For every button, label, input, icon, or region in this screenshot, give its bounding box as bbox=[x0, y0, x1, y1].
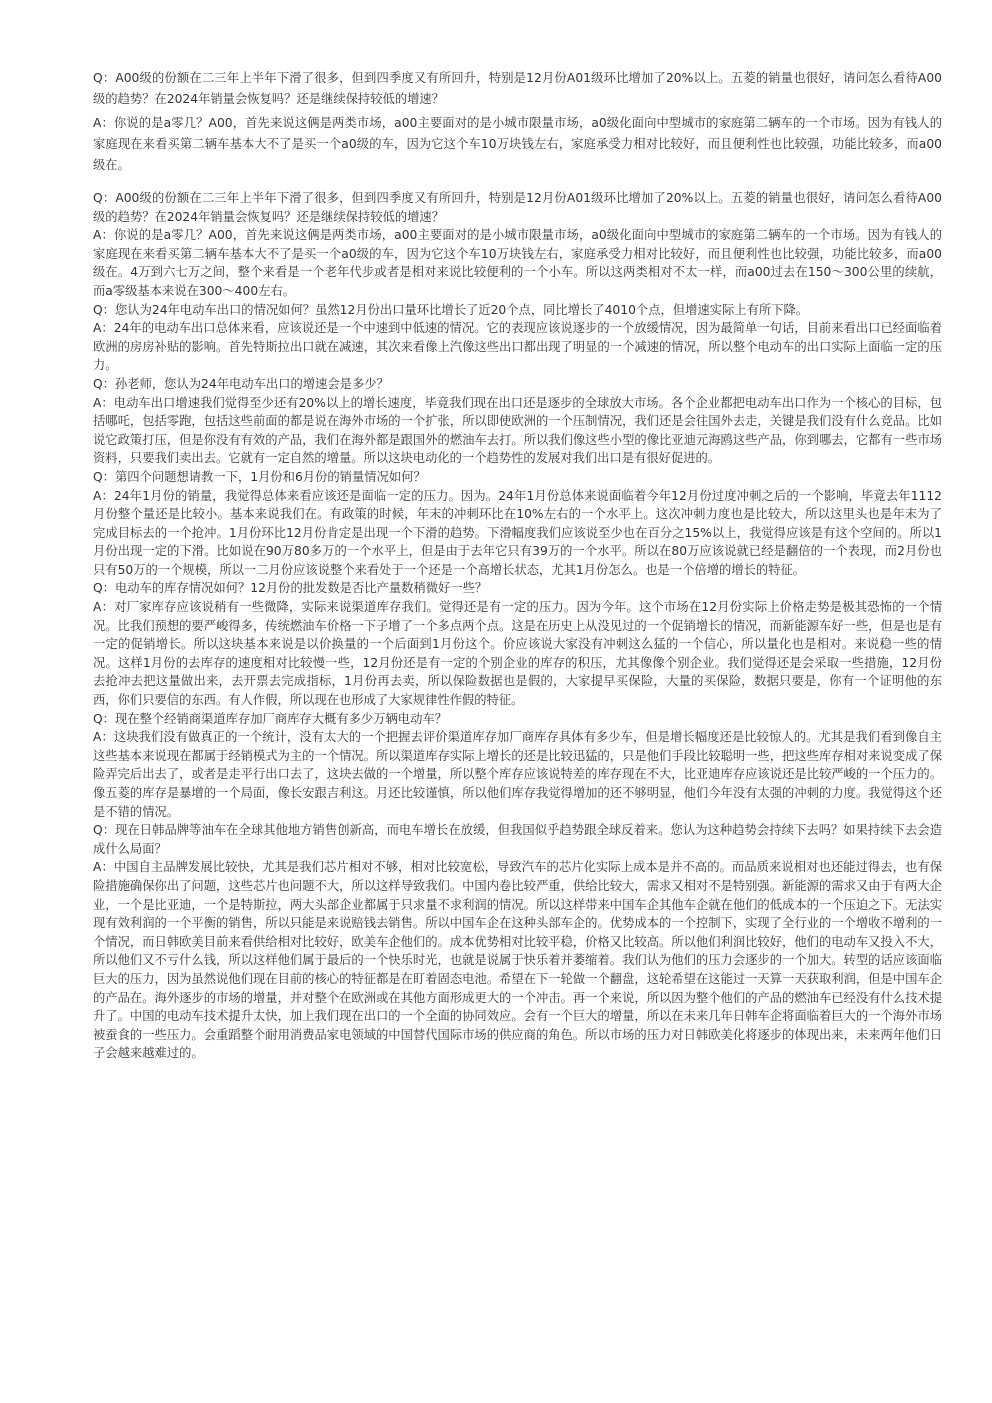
answer-paragraph: A：你说的是a零几？A00，首先来说这俩是两类市场，a00主要面对的是小城市限量市场，a0级化面向中型城市的家庭第二辆车的一个市场。因为有钱人的家庭现在来看买第二辆车基本大不了是买一个a0级的车，因为它这个车10万块钱左右，家庭承受力相对比较好，而且便利性也比较强，功能比较多，而a00级在。 bbox=[93, 116, 942, 172]
question-paragraph: Q：A00级的份额在二三年上半年下滑了很多，但到四季度又有所回升，特别是12月份A01级环比增加了20%以上。五菱的销量也很好，请问怎么看待A00级的趋势？在2024年销量会恢复吗？还是继续保持较低的增速？ bbox=[93, 71, 942, 106]
answer-paragraph: A：对厂家库存应该说稍有一些微降，实际来说渠道库存我们。觉得还是有一定的压力。因为今年。这个市场在12月份实际上价格走势是极其恐怖的一个情况。比我们预想的要严峻得多，传统燃油车价格一下子增了一个多点两个点。这是在历史上从没见过的一个促销增长的情况，而新能源车好一些，但是也是有一定的促销增长。所以这块基本来说是以价换量的一个后面到1月份这个。价应该说大家没有冲刺这么猛的一个信心，所以量化也是相对。来说稳一些的情况。这样1月份的去库存的速度相对比较慢一些，12月份还是有一定的个别企业的库存的积压，尤其像像个别企业。我们觉得还是会采取一些措施，12月份去抢冲去把这量做出来，去开票去完成指标，1月份再去卖，所以保险数据也是假的，大家提早买保险，大量的买保险，数据只要是，你有一个证明他的东西，你们只要信的东西。有人作假，所以现在也形成了大家规律性作假的特征。 bbox=[93, 600, 942, 708]
question-paragraph: Q：第四个问题想请教一下，1月份和6月份的销量情况如何？ bbox=[93, 469, 426, 484]
question-paragraph: Q：现在日韩品牌等油车在全球其他地方销售创新高，而电车增长在放缓，但我国似乎趋势跟全球反着来。您认为这种趋势会持续下去吗？如果持续下去会造成什么局面？ bbox=[93, 823, 942, 856]
answer-paragraph: A：电动车出口增速我们觉得至少还有20%以上的增长速度，毕竟我们现在出口还是逐步的全球放大市场。各个企业都把电动车出口作为一个核心的目标，包括哪吒，包括零跑，包括这些前面的都是说在海外市场的一个扩张，所以即使欧洲的一个压制情况，我们还是会往国外去走，关键是我们没有什么竞品。比如说它政策打压，但是你没有有效的产品，我们在海外都是跟国外的燃油车去打。所以我们像这些小型的像比亚迪元海鸥这些产品，你到哪去，它都有一些市场资料，只要我们卖出去。它就有一定自然的增量。所以这块电动化的一个趋势性的发展对我们出口是有很好促进的。 bbox=[93, 395, 942, 466]
question-paragraph: Q：现在整个经销商渠道库存加厂商库存大概有多少万辆电动车？ bbox=[93, 711, 447, 726]
answer-paragraph: A：中国自主品牌发展比较快，尤其是我们芯片相对不够，相对比较宽松，导致汽车的芯片化实际上成本是并不高的。而品质来说相对也还能过得去，也有保险措施确保你出了问题，这些芯片也问题不大，所以这样导致我们。中国内卷比较严重，供给比较大，需求又相对不是特别强。新能源的需求又由于有两大企业，一个是比亚迪，一个是特斯拉，两大头部企业都属于只求量不求利润的情况。所以这样带来中国车企其他车企就在他们的低成本的一个压迫之下。无法实现有效利润的一个平衡的销售，所以只能是来说赔钱去销售。所以中国车企在这种头部车企的。优势成本的一个控制下，实现了全行业的一个增收不增利的一个情况，而日韩欧美目前来看供给相对比较好，欧美车企他们的。成本优势相对比较平稳，价格又比较高。所以他们利润比较好，他们的电动车又投入不大，所以他们又不亏什么钱，所以这样他们属于最后的一个快乐时光，也就是说属于快乐着并萎缩着。我们认为他们的压力会逐步的一个加大。转型的话应该面临巨大的压力，因为虽然说他们现在目前的核心的特征都是在盯着固态电池。希望在下一轮做一个翻盘，这轮希望在这能过一天算一天获取利润，但是中国车企的产品在。海外逐步的市场的增量，并对整个在欧洲或在其他方面形成更大的一个冲击。再一个来说，所以因为整个他们的产品的燃油车已经没有什么技术提升了。中国的电动车技术提升太快，加上我们现在出口的一个全面的协同效应。会有一个巨大的增量，所以在未来几年日韩车企将面临着巨大的一个海外市场被蚕食的一些压力。会重蹈整个耐用消费品家电领域的中国替代国际市场的供应商的角色。所以市场的压力对日韩欧美化将逐步的体现出来，未来两年他们日子会越来越难过的。 bbox=[93, 860, 942, 1061]
answer-paragraph: A：24年1月份的销量，我觉得总体来看应该还是面临一定的压力。因为。24年1月份总体来说面临着今年12月份过度冲刺之后的一个影响，毕竟去年1112月份整个量还是比较小。基本来说我们在。有政策的时候，年末的冲刺环比在10%左右的一个水平上。这次冲刺力度也是比较大，所以这里头也是年末为了完成目标去的一个抢冲。1月份环比12月份肯定是出现一个下滑的趋势。下滑幅度我们应该说至少也在百分之15%以上，我觉得应该是有这个空间的。所以1月份出现一定的下滑。比如说在90万80多万的一个水平上，但是由于去年它只有39万的一个水平。所以在80万应该说就已经是翻倍的一个表现，而2月份也只有50万的一个规模，所以一二月份应该说整个来看处于一个还是一个高增长状态，尤其1月份怎么。也是一个倍增的增长的特征。 bbox=[93, 488, 942, 577]
section-gap bbox=[93, 179, 942, 189]
question-paragraph: Q：电动车的库存情况如何？12月份的批发数是否比产量数稍微好一些？ bbox=[93, 581, 488, 596]
answer-paragraph: A：这块我们没有做真正的一个统计，没有太大的一个把握去评价渠道库存加厂商库存具体有多少车，但是增长幅度还是比较惊人的。尤其是我们看到像自主这些基本来说现在都属于经销模式为主的一个情况。所以渠道库存实际上增长的还是比较迅猛的，只是他们手段比较聪明一些，把这些库存相对来说变成了保险弄完后出去了，或者是走平行出口去了，这块去做的一个增量，所以整个库存应该说特差的库存现在不大，比亚迪库存应该说还是比较严峻的一个压力的。像五菱的库存是暴增的一个局面，像长安跟吉利这。月还比较谨慎，所以他们库存我觉得增加的还不够明显，他们今年没有太强的冲刺的力度。我觉得这个还是不错的情况。 bbox=[93, 730, 942, 819]
qa-block-excerpt bbox=[93, 68, 942, 176]
answer-paragraph: A：你说的是a零几？A00，首先来说这俩是两类市场，a00主要面对的是小城市限量市场，a0级化面向中型城市的家庭第二辆车的一个市场。因为有钱人的家庭现在来看买第二辆车基本大不了是买一个a0级的车，因为它这个车10万块钱左右，家庭承受力相对比较好，而且便利性也比较强，功能比较多，而a00级在。4万到六七万之间，整个来看是一个老年代步或者是相对来说比较便利的一个小车。所以这两类相对不太一样，而a00过去在150～300公里的续航，而a零级基本来说在300～400左右。 bbox=[93, 228, 942, 298]
answer-paragraph: A：24年的电动车出口总体来看，应该说还是一个中速到中低速的情况。它的表现应该说逐步的一个放缓情况，因为最简单一句话，目前来看出口已经面临着欧洲的房房补贴的影响。首先特斯拉出口就在减速，其次来看像上汽像这些出口都出现了明显的一个减速的情况，所以整个电动车的出口实际上面临一定的压力。 bbox=[93, 321, 942, 373]
question-paragraph: Q：您认为24年电动车出口的情况如何？虽然12月份出口量环比增长了近20个点，同比增长了4010个点，但增速实际上有所下降。 bbox=[93, 302, 809, 317]
qa-block-transcript bbox=[93, 189, 942, 1063]
question-paragraph: Q：A00级的份额在二三年上半年下滑了很多，但到四季度又有所回升，特别是12月份A01级环比增加了20%以上。五菱的销量也很好，请问怎么看待A00级的趋势？在2024年销量会恢复吗？还是继续保持较低的增速？ bbox=[93, 191, 942, 224]
question-paragraph: Q：孙老师，您认为24年电动车出口的增速会是多少？ bbox=[93, 376, 389, 391]
